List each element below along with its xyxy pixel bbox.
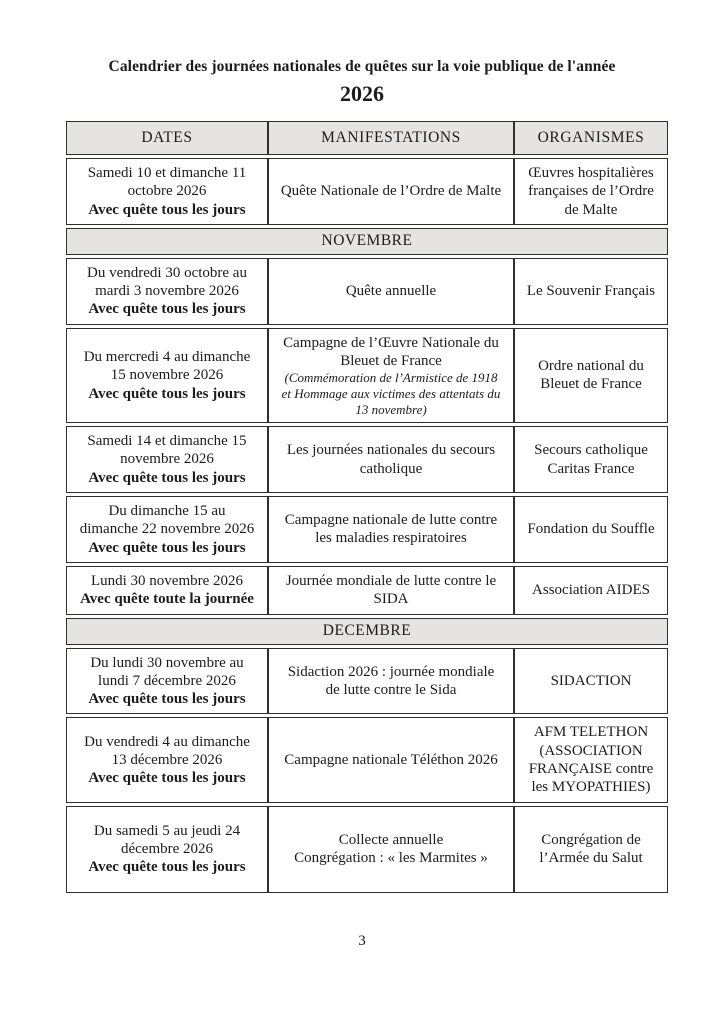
text-line: Caritas France bbox=[547, 460, 635, 477]
organisme-cell bbox=[514, 717, 668, 802]
table-row bbox=[66, 566, 668, 615]
dates-cell bbox=[66, 717, 268, 802]
dates-cell bbox=[66, 426, 268, 493]
text-line: Quête Nationale de l’Ordre de Malte bbox=[280, 183, 502, 200]
table-row bbox=[66, 158, 668, 225]
table-header-row bbox=[66, 121, 668, 155]
table-row bbox=[66, 717, 668, 802]
organisme-cell bbox=[514, 258, 668, 325]
text-line: Collecte annuelle bbox=[338, 831, 444, 848]
page-number: 3 bbox=[358, 933, 366, 949]
text-line: mardi 3 novembre 2026 bbox=[95, 283, 239, 300]
text-line: les maladies respiratoires bbox=[315, 530, 467, 547]
column-header-dates: DATES bbox=[66, 121, 268, 155]
text-line: décembre 2026 bbox=[120, 840, 214, 857]
manifestation-cell bbox=[268, 328, 514, 423]
text-line: Avec quête tous les jours bbox=[88, 539, 246, 556]
text-line: Avec quête tous les jours bbox=[88, 385, 246, 402]
text-line: françaises de l’Ordre bbox=[528, 183, 654, 200]
quetes-calendar-table bbox=[66, 118, 668, 896]
dates-cell bbox=[66, 496, 268, 563]
text-line: SIDA bbox=[373, 591, 409, 608]
month-section-row bbox=[66, 228, 668, 255]
text-line: l’Armée du Salut bbox=[539, 850, 643, 867]
text-line: Journée mondiale de lutte contre le bbox=[285, 572, 497, 589]
manifestation-cell bbox=[268, 426, 514, 493]
text-line: les MYOPATHIES) bbox=[531, 779, 651, 796]
month-section-label: DECEMBRE bbox=[66, 618, 668, 645]
text-line: (ASSOCIATION bbox=[539, 742, 643, 759]
text-line: Campagne de l’Œuvre Nationale du bbox=[283, 334, 499, 351]
text-line: Sidaction 2026 : journée mondiale bbox=[287, 663, 495, 680]
text-line: Avec quête tous les jours bbox=[88, 859, 246, 876]
organisme-cell bbox=[514, 158, 668, 225]
manifestation-cell bbox=[268, 258, 514, 325]
text-line: 15 novembre 2026 bbox=[110, 367, 224, 384]
dates-cell bbox=[66, 328, 268, 423]
manifestation-cell bbox=[268, 566, 514, 615]
text-line: Samedi 14 et dimanche 15 bbox=[87, 433, 247, 450]
text-line: lundi 7 décembre 2026 bbox=[98, 672, 236, 689]
dates-cell bbox=[66, 258, 268, 325]
document-title: Calendrier des journées nationales de quêtes sur la voie publique de l'année bbox=[108, 58, 616, 75]
month-section-label: NOVEMBRE bbox=[66, 228, 668, 255]
organisme-cell bbox=[514, 496, 668, 563]
text-line: SIDACTION bbox=[550, 672, 632, 689]
column-header-manifestations: MANIFESTATIONS bbox=[268, 121, 514, 155]
text-line: Du samedi 5 au jeudi 24 bbox=[93, 822, 241, 839]
text-line: 13 décembre 2026 bbox=[111, 751, 223, 768]
text-line: Quête annuelle bbox=[345, 283, 437, 300]
organisme-cell bbox=[514, 426, 668, 493]
text-line: Avec quête tous les jours bbox=[88, 301, 246, 318]
text-line: FRANÇAISE contre bbox=[528, 761, 654, 778]
text-line: Avec quête tous les jours bbox=[88, 201, 246, 218]
text-line: Samedi 10 et dimanche 11 bbox=[87, 165, 247, 181]
manifestation-cell bbox=[268, 648, 514, 715]
note-line: et Hommage aux victimes des attentats du bbox=[281, 385, 501, 401]
text-line: Œuvres hospitalières bbox=[528, 165, 654, 181]
text-line: de Malte bbox=[564, 201, 618, 218]
column-header-organismes: ORGANISMES bbox=[514, 121, 668, 155]
text-line: Fondation du Souffle bbox=[527, 521, 655, 538]
dates-cell bbox=[66, 566, 268, 615]
text-line: Lundi 30 novembre 2026 bbox=[90, 572, 244, 589]
text-line: Avec quête toute la journée bbox=[80, 591, 254, 608]
organisme-cell bbox=[514, 648, 668, 715]
text-line: catholique bbox=[359, 460, 423, 477]
text-line: novembre 2026 bbox=[120, 451, 214, 468]
text-line: Congrégation de bbox=[541, 831, 641, 848]
dates-cell bbox=[66, 158, 268, 225]
organisme-cell bbox=[514, 566, 668, 615]
table-body bbox=[66, 158, 668, 893]
text-line: octobre 2026 bbox=[127, 183, 207, 200]
organisme-cell bbox=[514, 328, 668, 423]
organisme-cell bbox=[514, 806, 668, 893]
document-title-block bbox=[0, 0, 724, 107]
text-line: Campagne nationale de lutte contre bbox=[284, 512, 498, 529]
note-line: (Commémoration de l’Armistice de 1918 bbox=[284, 370, 498, 386]
text-line: Du mercredi 4 au dimanche bbox=[83, 349, 251, 366]
text-line: Du vendredi 4 au dimanche bbox=[84, 733, 250, 750]
table-row bbox=[66, 328, 668, 423]
text-line: de lutte contre le Sida bbox=[325, 681, 457, 698]
table-row bbox=[66, 648, 668, 715]
text-line: Du dimanche 15 au bbox=[108, 503, 226, 520]
document-title-year: 2026 bbox=[340, 81, 384, 106]
text-line: Avec quête tous les jours bbox=[88, 770, 246, 787]
text-line: AFM TELETHON bbox=[533, 724, 649, 741]
manifestation-cell bbox=[268, 496, 514, 563]
text-line: Bleuet de France bbox=[540, 376, 642, 393]
text-line: dimanche 22 novembre 2026 bbox=[79, 521, 255, 538]
text-line: Secours catholique bbox=[534, 442, 648, 459]
note-line: 13 novembre) bbox=[355, 401, 427, 417]
text-line: Le Souvenir Français bbox=[526, 283, 656, 300]
text-line: Du lundi 30 novembre au bbox=[90, 654, 244, 671]
text-line: Avec quête tous les jours bbox=[88, 469, 246, 486]
text-line: Ordre national du bbox=[538, 358, 644, 375]
text-line: Campagne nationale Téléthon 2026 bbox=[284, 751, 498, 768]
month-section-row bbox=[66, 618, 668, 645]
table-row bbox=[66, 806, 668, 893]
text-line: Association AIDES bbox=[532, 582, 650, 599]
text-line: Congrégation : « les Marmites » bbox=[294, 850, 488, 867]
text-line: Avec quête tous les jours bbox=[88, 691, 246, 708]
table-row bbox=[66, 258, 668, 325]
table-row bbox=[66, 426, 668, 493]
text-line: Les journées nationales du secours bbox=[286, 442, 496, 459]
manifestation-cell bbox=[268, 806, 514, 893]
dates-cell bbox=[66, 648, 268, 715]
manifestation-cell bbox=[268, 717, 514, 802]
text-line: Bleuet de France bbox=[340, 353, 442, 370]
manifestation-cell bbox=[268, 158, 514, 225]
table-row bbox=[66, 496, 668, 563]
text-line: Du vendredi 30 octobre au bbox=[87, 264, 247, 281]
dates-cell bbox=[66, 806, 268, 893]
